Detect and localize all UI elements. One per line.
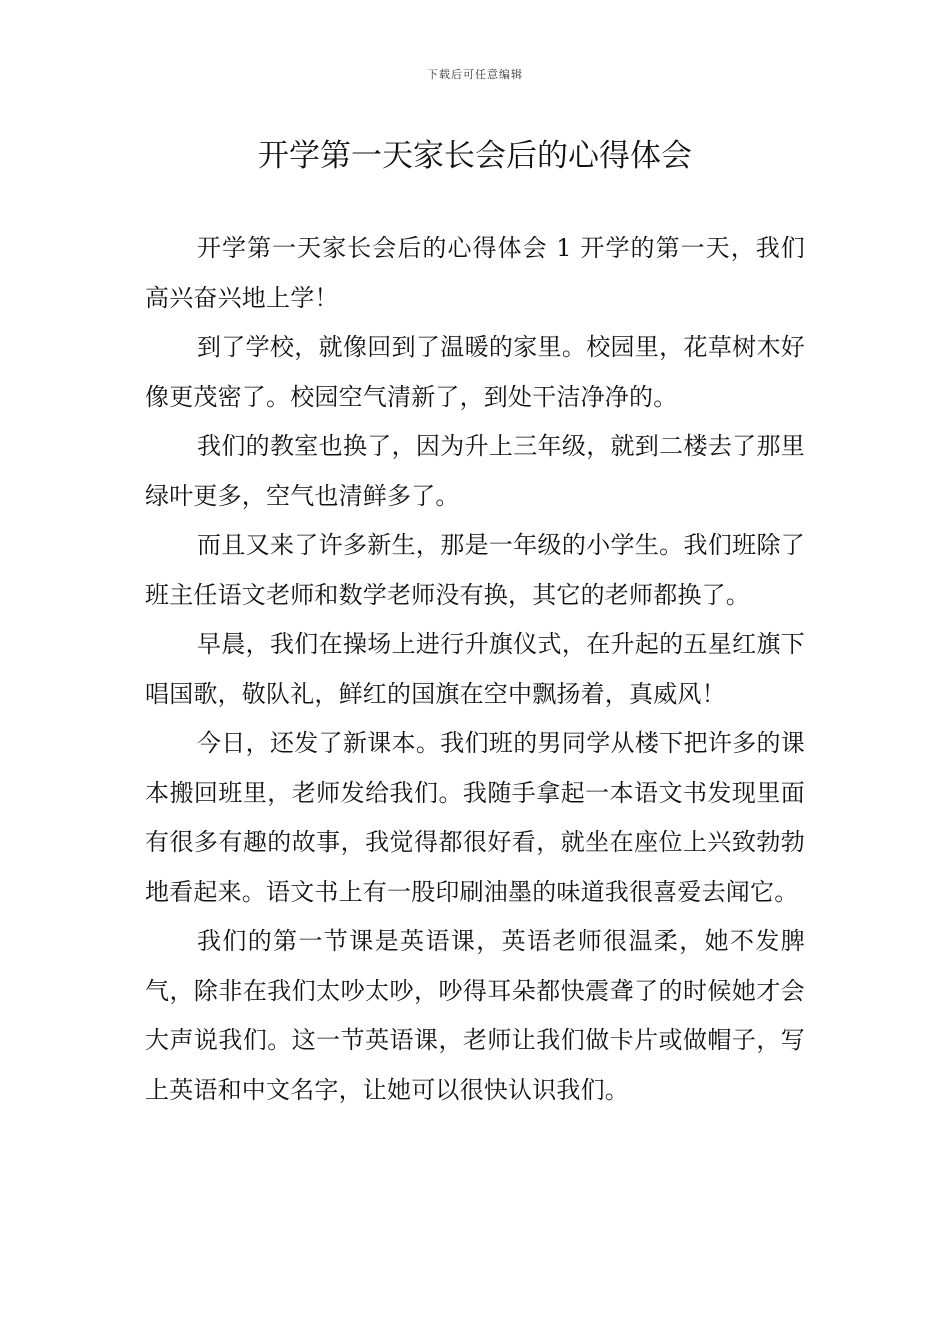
header-note: 下载后可任意编辑	[427, 68, 523, 81]
paragraph-1: 开学第一天家长会后的心得体会 1 开学的第一天，我们高兴奋兴地上学！	[145, 234, 805, 312]
paragraph-4: 而且又来了许多新生，那是一年级的小学生。我们班除了班主任语文老师和数学老师没有换，其它的老师都换了。	[145, 531, 805, 609]
paragraph-7: 我们的第一节课是英语课，英语老师很温柔，她不发脾气，除非在我们太吵太吵，吵得耳朵都快震聋了的时候她才会大声说我们。这一节英语课，老师让我们做卡片或做帽子，写上英语和中文名字，让她可以很快认识我们。	[145, 927, 805, 1104]
paragraph-5: 早晨，我们在操场上进行升旗仪式，在升起的五星红旗下唱国歌，敬队礼，鲜红的国旗在空中飘扬着，真威风！	[145, 630, 805, 708]
paragraph-3: 我们的教室也换了，因为升上三年级，就到二楼去了那里绿叶更多，空气也清鲜多了。	[145, 432, 805, 510]
paragraph-6: 今日，还发了新课本。我们班的男同学从楼下把许多的课本搬回班里，老师发给我们。我随手拿起一本语文书发现里面有很多有趣的故事，我觉得都很好看，就坐在座位上兴致勃勃地看起来。语文书上有一股印刷油墨的味道我很喜爱去闻它。	[145, 729, 805, 906]
paragraph-2: 到了学校，就像回到了温暖的家里。校园里，花草树木好像更茂密了。校园空气清新了，到处干洁净净的。	[145, 333, 805, 411]
document-body	[145, 224, 805, 1115]
document-title: 开学第一天家长会后的心得体会	[258, 138, 692, 174]
